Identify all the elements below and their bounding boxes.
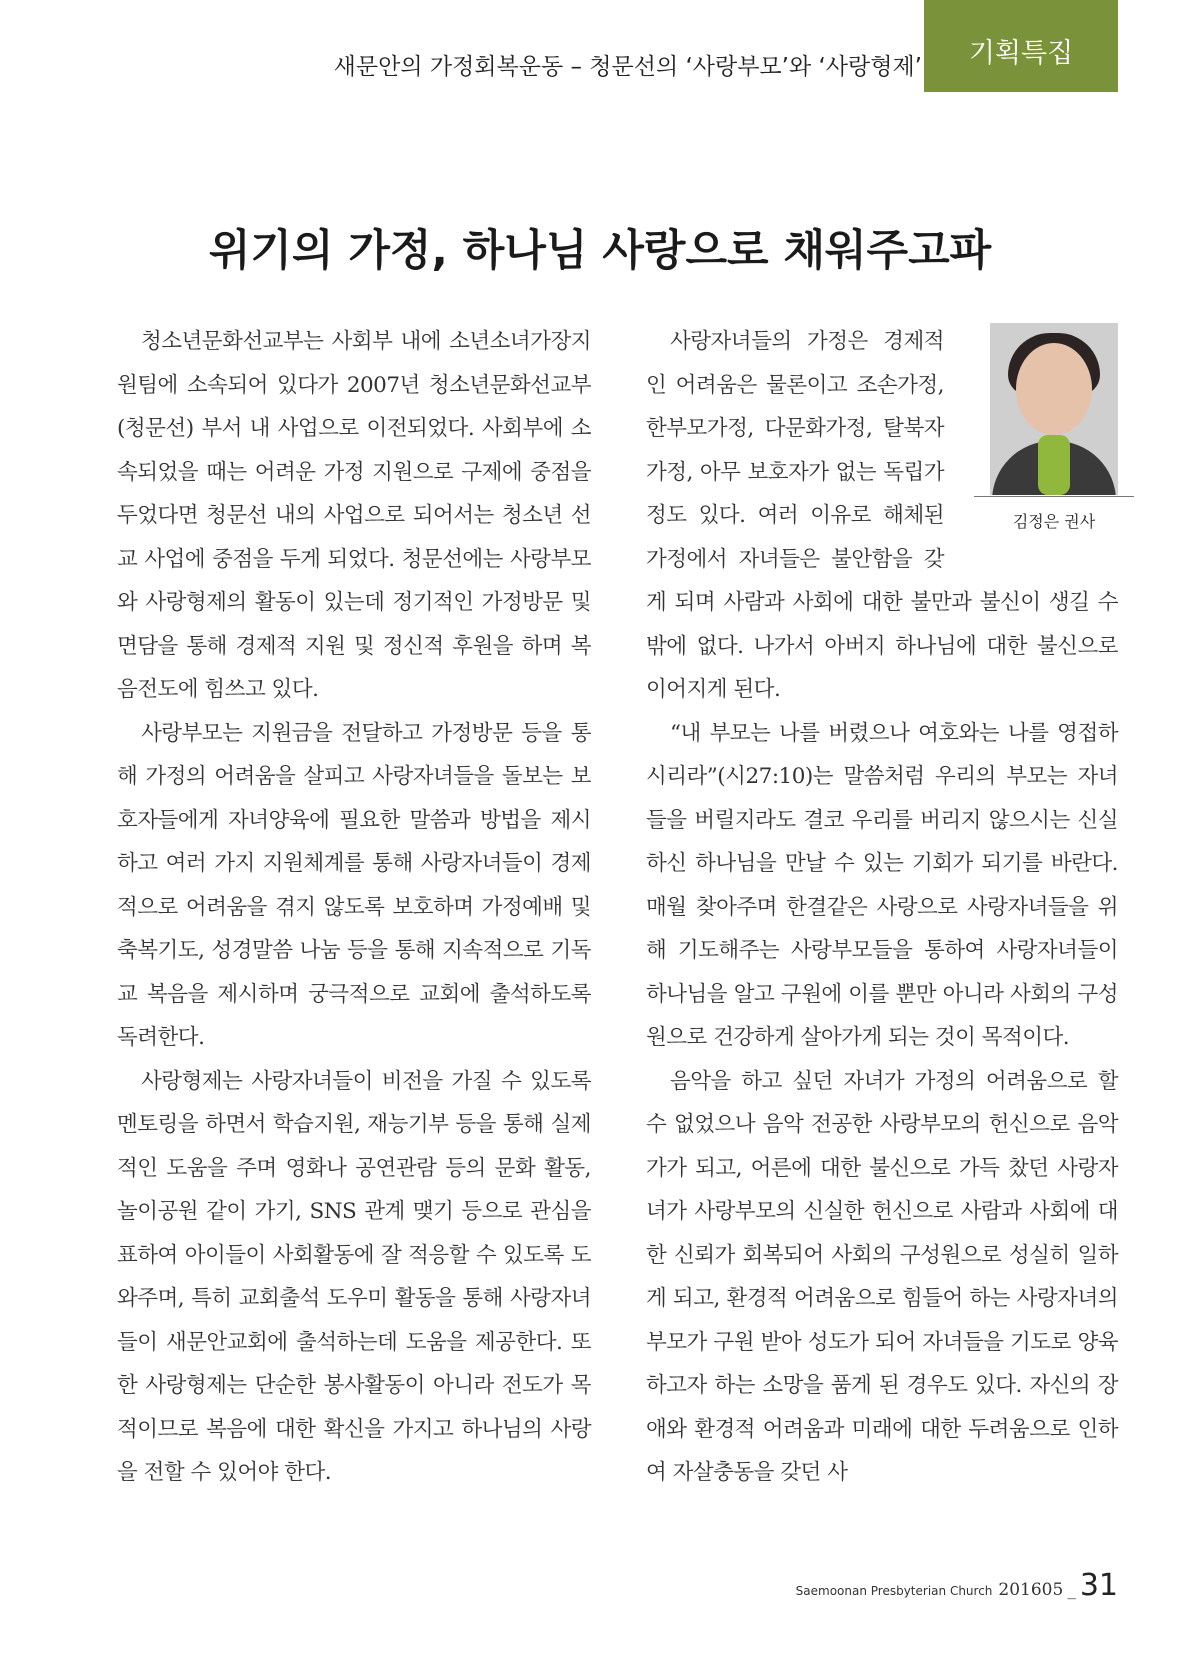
right-column xyxy=(646,320,1118,1495)
left-column xyxy=(117,320,591,1495)
paragraph: 음악을 하고 싶던 자녀가 가정의 어려움으로 할 수 없었으나 음악 전공한 사랑부모의 헌신으로 음악가가 되고, 어른에 대한 불신으로 가득 찼던 사랑자녀가 사랑부모의 신실한 헌신으로 사람과 사회에 대한 신뢰가 회복되어 사회의 구성원으로 성실히 일하게 되고, 환경적 어려움으로 힘들어 하는 사랑자녀의 부모가 구원 받아 성도가 되어 자녀들을 기도로 양육하고자 하는 소망을 품게 된 경우도 있다. 자신의 장애와 환경적 어려움과 미래에 대한 두려움으로 인하여 자살충동을 갖던 사 xyxy=(646,1068,1118,1485)
paragraph: 사랑자녀들의 가정은 경제적인 어려움은 물론이고 조손가정, 한부모가정, 다문화가정, 탈북자 가정, 아무 보호자가 없는 독립가정도 있다. 여러 이유로 해체된 가정에서 자녀들은 불안함을 갖게 되며 사람과 사회에 대한 불만과 불신이 생길 수밖에 없다. 나가서 아버지 하나님에 대한 불신으로 이어지게 된다. xyxy=(646,329,1118,702)
article-title: 위기의 가정, 하나님 사랑으로 채워주고파 xyxy=(208,225,992,276)
running-header: 새문안의 가정회복운동 – 청문선의 ‘사랑부모’와 ‘사랑형제’ xyxy=(333,54,922,80)
author-photo-block xyxy=(974,320,1134,552)
paragraph: 사랑부모는 지원금을 전달하고 가정방문 등을 통해 가정의 어려움을 살피고 사랑자녀들을 돌보는 보호자들에게 자녀양육에 필요한 말씀과 방법을 제시하고 여러 가지 지원체계를 통해 사랑자녀들이 경제적으로 어려움을 겪지 않도록 보호하며 가정예배 및 축복기도, 성경말씀 나눔 등을 통해 지속적으로 기독교 복음을 제시하며 궁극적으로 교회에 출석하도록 독려한다. xyxy=(117,720,591,1050)
section-tag: 기획특집 xyxy=(924,0,1118,92)
photo-caption: 김정은 권사 xyxy=(1012,512,1096,531)
footer-church-name: Saemoonan Presbyterian Church xyxy=(795,1584,993,1598)
paragraph: 사랑형제는 사랑자녀들이 비전을 가질 수 있도록 멘토링을 하면서 학습지원, 재능기부 등을 통해 실제적인 도움을 주며 영화나 공연관람 등의 문화 활동, 놀이공원 같이 가기, SNS 관계 맺기 등으로 관심을 표하여 아이들이 사회활동에 잘 적응할 수 있도록 도와주며, 특히 교회출석 도우미 활동을 통해 사랑자녀들이 새문안교회에 출석하는데 도움을 제공한다. 또한 사랑형제는 단순한 봉사활동이 아니라 전도가 목적이므로 복음에 대한 확신을 가지고 하나님의 사랑을 전할 수 있어야 한다. xyxy=(117,1068,591,1485)
footer-issue-date: 201605 xyxy=(998,1580,1064,1600)
author-photo xyxy=(990,323,1118,495)
footer-separator: _ xyxy=(1067,1580,1076,1600)
page-number: 31 xyxy=(1079,1568,1118,1603)
photo-divider xyxy=(974,496,1134,497)
paragraph: 청소년문화선교부는 사회부 내에 소년소녀가장지원팀에 소속되어 있다가 2007년 청소년문화선교부(청문선) 부서 내 사업으로 이전되었다. 사회부에 소속되었을 때는 어려운 가정 지원으로 구제에 중점을 두었다면 청문선 내의 사업으로 되어서는 청소년 선교 사업에 중점을 두게 되었다. 청문선에는 사랑부모와 사랑형제의 활동이 있는데 정기적인 가정방문 및 면담을 통해 경제적 지원 및 정신적 후원을 하며 복음전도에 힘쓰고 있다. xyxy=(117,329,591,702)
paragraph: “내 부모는 나를 버렸으나 여호와는 나를 영접하시리라”(시27:10)는 말씀처럼 우리의 부모는 자녀들을 버릴지라도 결코 우리를 버리지 않으시는 신실하신 하나님을 만날 수 있는 기회가 되기를 바란다. 매월 찾아주며 한결같은 사랑으로 사랑자녀들을 위해 기도해주는 사랑부모들을 통하여 사랑자녀들이 하나님을 알고 구원에 이를 뿐만 아니라 사회의 구성원으로 건강하게 살아가게 되는 것이 목적이다. xyxy=(646,720,1118,1050)
page-footer xyxy=(796,1568,1118,1603)
